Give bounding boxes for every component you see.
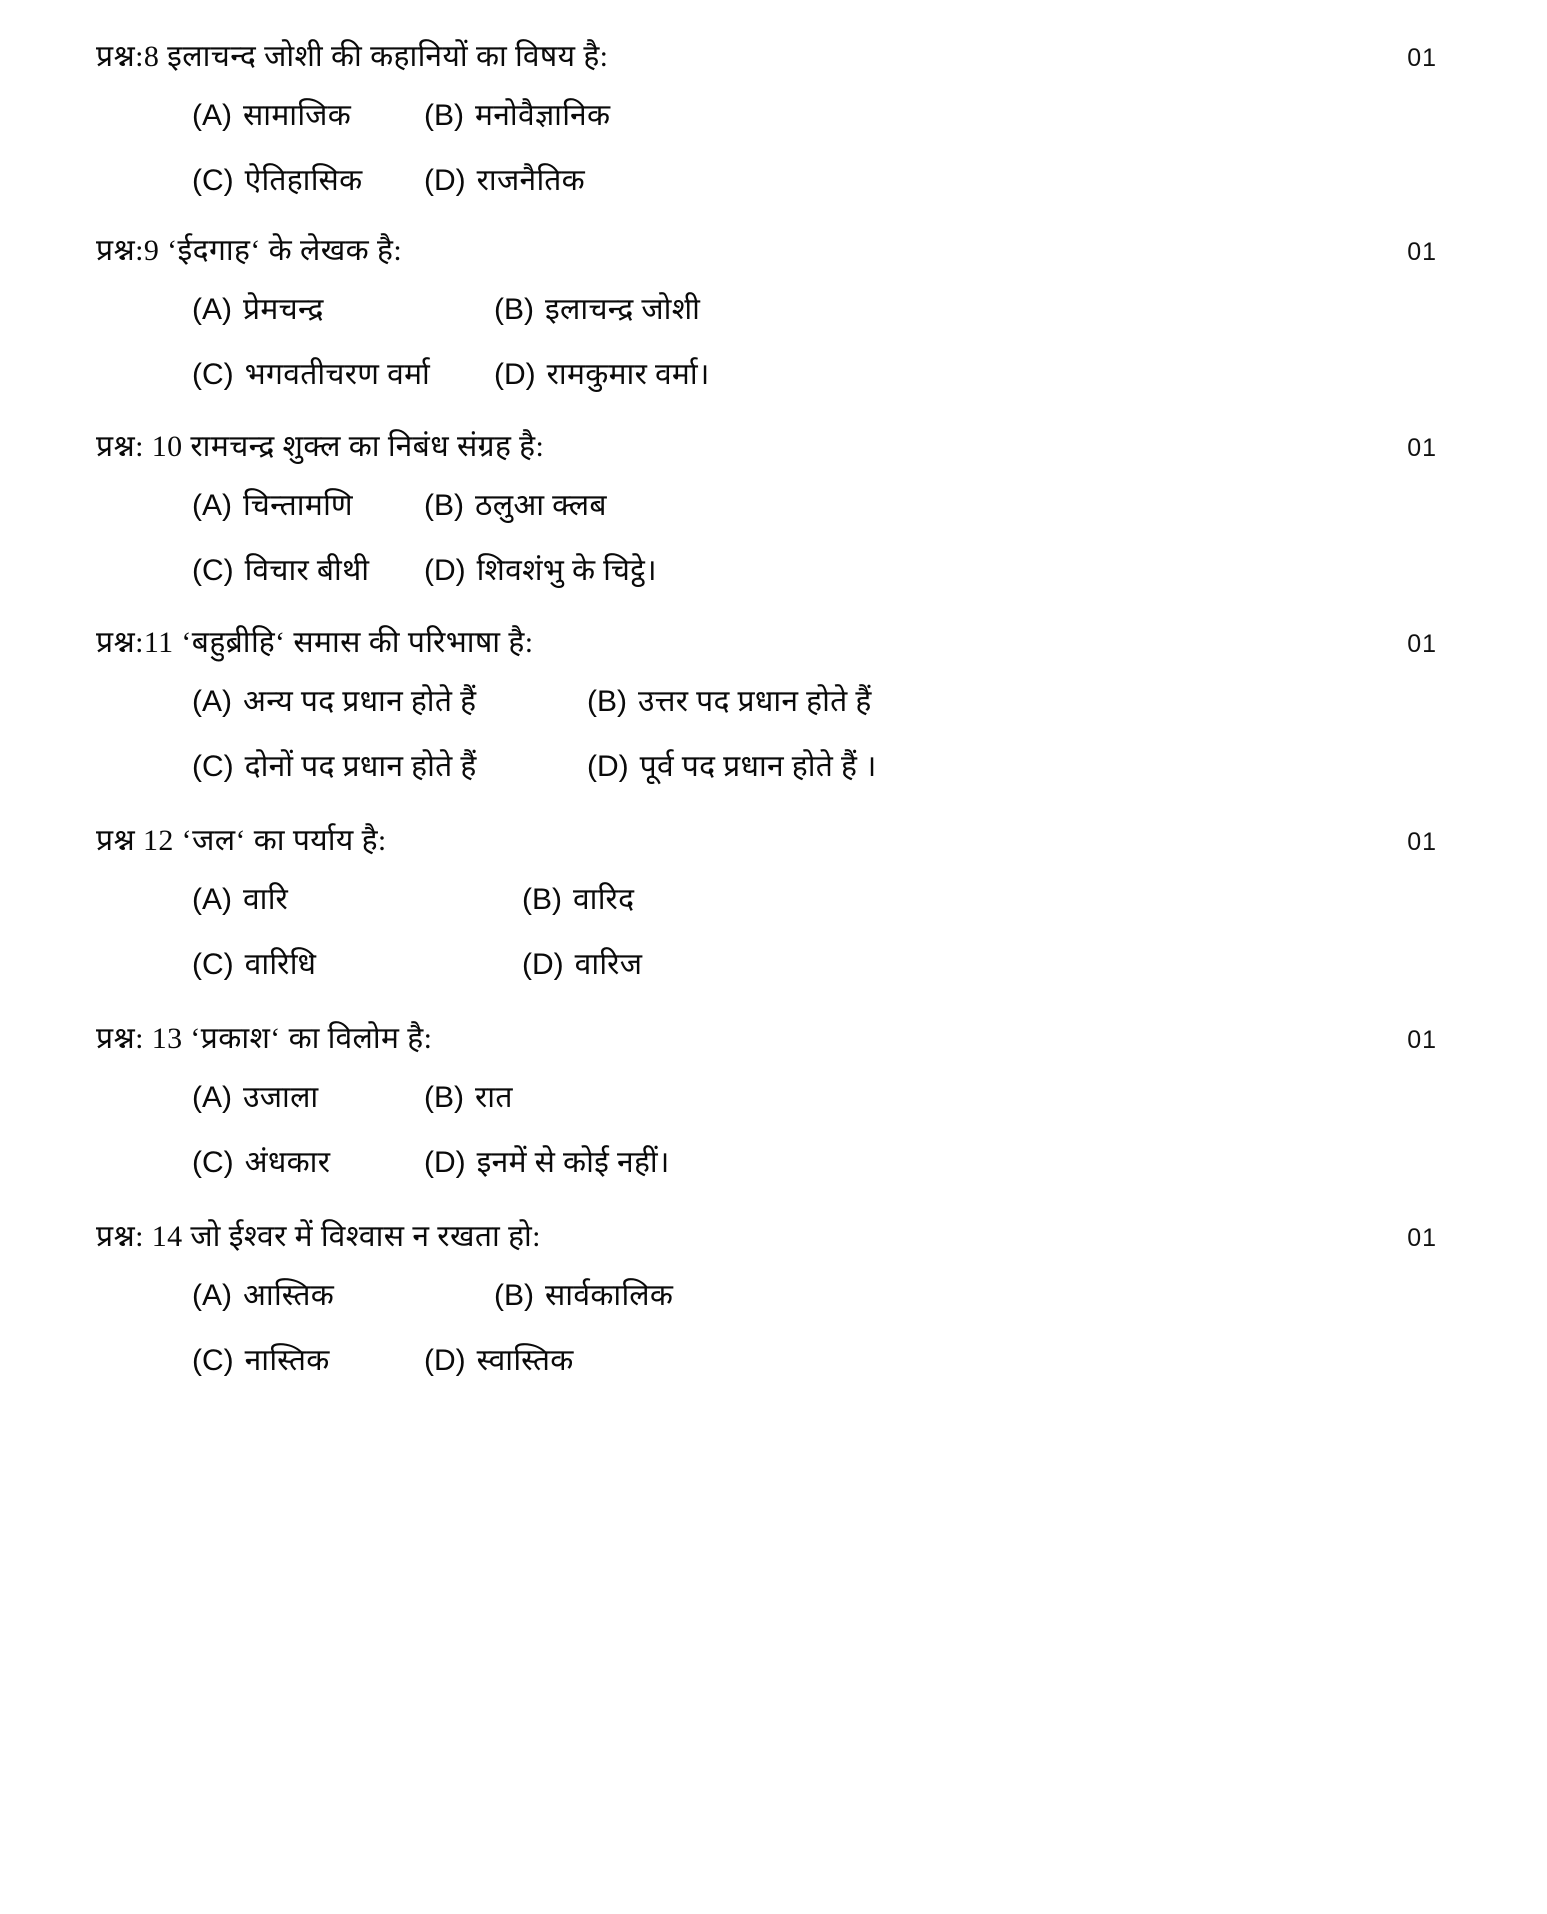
option-tag: (C) bbox=[192, 947, 234, 981]
question-stem: प्रश्न 12 ‘जल‘ का पर्याय है: bbox=[96, 824, 387, 857]
option-label: अन्य पद प्रधान होते हैं bbox=[243, 685, 477, 718]
option-d[interactable] bbox=[424, 1339, 574, 1383]
question-stem-row bbox=[96, 1010, 1437, 1065]
option-tag: (D) bbox=[424, 163, 466, 197]
option-label: वारि bbox=[243, 883, 289, 916]
option-c[interactable] bbox=[192, 1339, 424, 1383]
option-a[interactable] bbox=[192, 94, 424, 138]
question-stem-row bbox=[96, 222, 1437, 277]
question-stem: प्रश्न:11 ‘बहुब्रीहि‘ समास की परिभाषा है: bbox=[96, 626, 534, 659]
option-c[interactable] bbox=[192, 353, 494, 397]
question-marks: 01 bbox=[1407, 1224, 1437, 1252]
option-row bbox=[192, 669, 1437, 734]
option-c[interactable] bbox=[192, 549, 424, 593]
option-label: प्रेमचन्द्र bbox=[243, 293, 324, 326]
option-b[interactable] bbox=[424, 484, 607, 528]
question-stem: प्रश्न: 14 जो ईश्वर में विश्वास न रखता हो: bbox=[96, 1220, 541, 1253]
question-block bbox=[96, 812, 1437, 996]
option-label: स्वास्तिक bbox=[476, 1343, 574, 1377]
option-row bbox=[192, 342, 1437, 407]
question-block bbox=[96, 222, 1437, 406]
option-tag: (D) bbox=[587, 749, 629, 783]
question-marks: 01 bbox=[1407, 630, 1437, 658]
question-stem-row bbox=[96, 1208, 1437, 1263]
option-label: इलाचन्द्र जोशी bbox=[545, 293, 701, 326]
option-tag: (C) bbox=[192, 1343, 234, 1377]
option-a[interactable] bbox=[192, 878, 522, 922]
question-stem: प्रश्न:9 ‘ईदगाह‘ के लेखक है: bbox=[96, 234, 403, 267]
option-b[interactable] bbox=[494, 288, 700, 332]
option-b[interactable] bbox=[424, 1076, 513, 1120]
option-label: पूर्व पद प्रधान होते हैं । bbox=[639, 749, 877, 783]
option-tag: (C) bbox=[192, 553, 234, 587]
option-row bbox=[192, 734, 1437, 799]
option-label: भगवतीचरण वर्मा bbox=[244, 357, 431, 391]
question-stem-row bbox=[96, 418, 1437, 473]
question-stem: प्रश्न: 13 ‘प्रकाश‘ का विलोम है: bbox=[96, 1022, 433, 1055]
question-marks: 01 bbox=[1407, 828, 1437, 856]
option-tag: (D) bbox=[424, 1343, 466, 1377]
question-marks: 01 bbox=[1407, 44, 1437, 72]
option-d[interactable] bbox=[424, 1141, 670, 1185]
option-a[interactable] bbox=[192, 288, 494, 332]
option-tag: (B) bbox=[424, 1081, 464, 1114]
question-marks: 01 bbox=[1407, 238, 1437, 266]
option-tag: (B) bbox=[424, 99, 464, 132]
option-c[interactable] bbox=[192, 943, 522, 987]
option-label: रात bbox=[475, 1081, 513, 1114]
option-d[interactable] bbox=[522, 943, 642, 987]
option-tag: (B) bbox=[424, 489, 464, 522]
option-label: दोनों पद प्रधान होते हैं bbox=[244, 749, 477, 783]
option-label: सार्वकालिक bbox=[545, 1279, 674, 1312]
option-tag: (D) bbox=[522, 947, 564, 981]
option-row bbox=[192, 1065, 1437, 1130]
option-label: अंधकार bbox=[244, 1145, 331, 1179]
option-b[interactable] bbox=[587, 680, 872, 724]
option-row bbox=[192, 867, 1437, 932]
option-c[interactable] bbox=[192, 745, 587, 789]
option-a[interactable] bbox=[192, 680, 587, 724]
option-tag: (A) bbox=[192, 685, 232, 718]
question-block bbox=[96, 1208, 1437, 1392]
option-label: मनोवैज्ञानिक bbox=[475, 99, 611, 132]
option-tag: (B) bbox=[587, 685, 627, 718]
option-tag: (C) bbox=[192, 357, 234, 391]
option-tag: (A) bbox=[192, 883, 232, 916]
option-tag: (B) bbox=[494, 1279, 534, 1312]
option-label: वारिद bbox=[573, 883, 635, 916]
option-label: राजनैतिक bbox=[476, 163, 586, 197]
option-tag: (B) bbox=[494, 293, 534, 326]
option-label: चिन्तामणि bbox=[243, 489, 353, 522]
option-row bbox=[192, 83, 1437, 148]
question-block bbox=[96, 418, 1437, 602]
option-c[interactable] bbox=[192, 159, 424, 203]
question-block bbox=[96, 1010, 1437, 1194]
question-stem-row bbox=[96, 812, 1437, 867]
option-d[interactable] bbox=[424, 159, 585, 203]
question-marks: 01 bbox=[1407, 1026, 1437, 1054]
option-b[interactable] bbox=[522, 878, 634, 922]
option-b[interactable] bbox=[494, 1274, 673, 1318]
option-tag: (B) bbox=[522, 883, 562, 916]
option-label: उत्तर पद प्रधान होते हैं bbox=[638, 685, 872, 718]
question-stem-row bbox=[96, 28, 1437, 83]
option-d[interactable] bbox=[587, 745, 877, 789]
option-d[interactable] bbox=[494, 353, 710, 397]
question-block bbox=[96, 614, 1437, 798]
option-label: वारिज bbox=[574, 947, 643, 981]
option-row bbox=[192, 1130, 1437, 1195]
option-row bbox=[192, 1263, 1437, 1328]
option-tag: (D) bbox=[494, 357, 536, 391]
option-label: उजाला bbox=[243, 1081, 319, 1114]
question-stem: प्रश्न: 10 रामचन्द्र शुक्ल का निबंध संग्रह है: bbox=[96, 430, 545, 463]
question-block bbox=[96, 28, 1437, 212]
option-label: ठलुआ क्लब bbox=[475, 489, 607, 522]
option-label: ऐतिहासिक bbox=[244, 163, 363, 197]
option-label: रामकुमार वर्मा। bbox=[546, 357, 710, 391]
option-row bbox=[192, 538, 1437, 603]
option-tag: (A) bbox=[192, 1279, 232, 1312]
option-tag: (D) bbox=[424, 1145, 466, 1179]
option-tag: (C) bbox=[192, 1145, 234, 1179]
option-label: विचार बीथी bbox=[244, 553, 370, 587]
option-row bbox=[192, 148, 1437, 213]
question-marks: 01 bbox=[1407, 434, 1437, 462]
option-label: सामाजिक bbox=[243, 99, 352, 132]
option-b[interactable] bbox=[424, 94, 610, 138]
option-tag: (A) bbox=[192, 99, 232, 132]
option-label: इनमें से कोई नहीं। bbox=[476, 1145, 670, 1179]
option-tag: (C) bbox=[192, 163, 234, 197]
option-label: नास्तिक bbox=[244, 1343, 330, 1377]
option-row bbox=[192, 473, 1437, 538]
option-label: शिवशंभु के चिट्ठे। bbox=[476, 553, 657, 587]
option-c[interactable] bbox=[192, 1141, 424, 1185]
option-tag: (A) bbox=[192, 489, 232, 522]
option-d[interactable] bbox=[424, 549, 657, 593]
option-label: आस्तिक bbox=[243, 1279, 335, 1312]
question-stem-row bbox=[96, 614, 1437, 669]
option-row bbox=[192, 1328, 1437, 1393]
option-a[interactable] bbox=[192, 1076, 424, 1120]
option-label: वारिधि bbox=[244, 947, 317, 981]
option-tag: (C) bbox=[192, 749, 234, 783]
option-tag: (A) bbox=[192, 293, 232, 326]
question-stem: प्रश्न:8 इलाचन्द जोशी की कहानियों का विषय है: bbox=[96, 40, 609, 73]
option-a[interactable] bbox=[192, 484, 424, 528]
option-tag: (D) bbox=[424, 553, 466, 587]
option-a[interactable] bbox=[192, 1274, 494, 1318]
option-tag: (A) bbox=[192, 1081, 232, 1114]
option-row bbox=[192, 277, 1437, 342]
option-row bbox=[192, 932, 1437, 997]
